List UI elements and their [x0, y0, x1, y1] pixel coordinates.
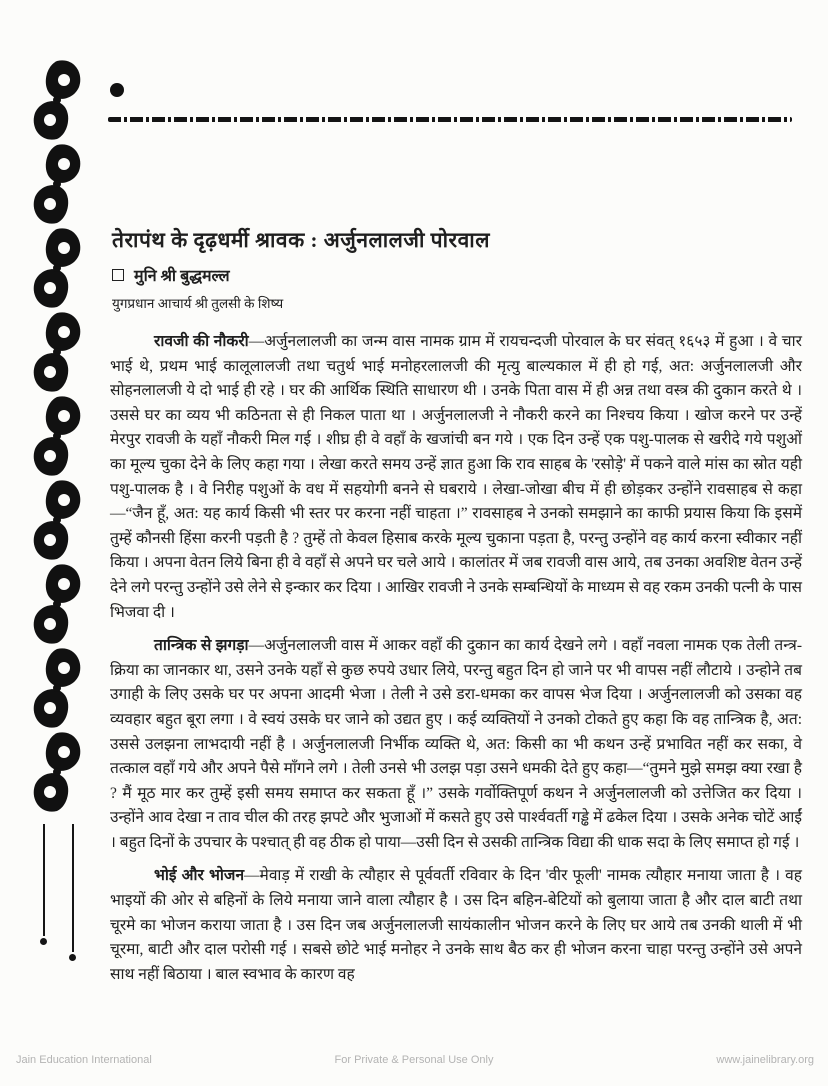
footer-publisher: Jain Education International [16, 1054, 152, 1066]
article-body [110, 330, 802, 996]
author-subtitle: युगप्रधान आचार्य श्री तुलसी के शिष्य [112, 296, 284, 311]
paragraph-text: —अर्जुनलालजी का जन्म वास नामक ग्राम में रायचन्दजी पोरवाल के घर संवत् १६५३ में हुआ । वे चार भाई थे, प्रथम भाई कालूलालजी तथा चतुर्थ भाई मनोहरलालजी की मृत्यु बाल्यकाल में ही हो गई, अत: अर्जुनलालजी और सोहनलालजी ये दो भाई ही रहे । घर की आर्थिक स्थिति साधारण थी । उनके पिता वास में ही अन्न तथा वस्त्र की दुकान करते थे । उससे घर का व्यय भी कठिनता से ही निकल पाता था । अर्जुनलालजी ने नौकरी करने का निश्चय किया । खोज करने पर उन्हें मेरपुर रावजी के यहाँ नौकरी मिल गई । शीघ्र ही वे वहाँ के खजांची बन गये । एक दिन उन्हें एक पशु-पालक से खरीदे गये पशुओं का मूल्य चुका देने के लिए कहा गया । लेखा करते समय उन्हें ज्ञात हुआ कि राव साहब के 'रसोड़े' में पकने वाले मांस का स्रोत यही पशु-पालक है । वे निरीह पशुओं के वध में सहयोगी बनने से घबराये । लेखा-जोखा बीच में ही छोड़कर उन्होंने रावसाहब से कहा—“जैन हूँ, अत: यह कार्य किसी भी स्तर पर करना नहीं चाहता ।” रावसाहब ने उनको समझाने का काफी प्रयास किया कि इसमें तुम्हें कौनसी हिंसा करनी पड़ती है ? तुम्हें तो केवल हिसाब करके मूल्य चुकाना पड़ता है, परन्तु उन्होंने वह कार्य करना स्वीकार नहीं किया । अपना वेतन लिये बिना ही वे वहाँ से अपने घर चले आये । कालांतर में जब रावजी वास आये, तब उनका अवशिष्ट वेतन उन्हें देने लगे परन्तु उन्होंने उसे लेने से इन्कार कर दिया । आखिर रावजी ने उनके सम्बन्धियों के माध्यम से वह रकम उनकी पत्नी के पास भिजवा दी । [110, 333, 802, 621]
pendant-dot [69, 954, 76, 961]
paragraph-lead: भोई और भोजन [154, 867, 245, 885]
decorative-rule [108, 117, 792, 122]
paragraph-lead: रावजी की नौकरी [154, 333, 249, 350]
scan-footer [0, 1050, 828, 1074]
paragraph-text: —मेवाड़ में राखी के त्यौहार से पूर्ववर्ती रविवार के दिन 'वीर फूली' नामक त्यौहार मनाया जाता है । वह भाइयों की ओर से बहिनों के लिये मनाया जाने वाला त्यौहार है । उस दिन बहिन-बेटियों को बुलाया जाता है और दाल बाटी तथा चूरमे का भोजन कराया जाता है । उस दिन जब अर्जुनलालजी सायंकालीन भोजन करने के लिए घर आये तब उनकी थाली में भी चूरमा, बाटी और दाल परोसी गई । सबसे छोटे भाई मनोहर ने उनके साथ बैठ कर ही भोजन करना चाहा परन्तु उन्होंने उसे अपने साथ नहीं बिठाया । बाल स्वभाव के कारण वह [110, 867, 802, 983]
bullet-dot [110, 83, 124, 97]
author-name: मुनि श्री बुद्धमल्ल [134, 268, 230, 285]
paragraph-text: —अर्जुनलालजी वास में आकर वहाँ की दुकान का कार्य देखने लगे । वहाँ नवला नामक एक तेली तन्त्र-क्रिया का जानकार था, उसने उनके यहाँ से कुछ रुपये उधार लिये, परन्तु बहुत दिन हो जाने पर भी वापस नहीं लौटाये । उन्होने तब उगाही के लिए उसके घर पर अपना आदमी भेजा । तेली ने उसे डरा-धमका कर वापस भेज दिया । अर्जुनलालजी को उसका वह व्यवहार बहुत बूरा लगा । वे स्वयं उसके घर जाने को उद्यत हुए । कई व्यक्तियों ने उनको टोकते हुए कहा कि वह तान्त्रिक है, अत: उससे उलझना लाभदायी नहीं है । अर्जुनलालजी निर्भीक व्यक्ति थे, अत: किसी का भी कथन उन्हें प्रभावित नहीं कर सका, वे तत्काल वहाँ गये और अपने पैसे माँगने लगे । तेली उनसे भी उलझ पड़ा उसने धमकी देते हुए कहा—“तुमने मुझे समझ क्या रखा है ? मैं मूठ मार कर तुम्हें इसी समय समाप्त कर सकता हूँ ।” उसके गर्वोक्तिपूर्ण कथन ने अर्जुनलालजी को उत्तेजित कर दिया । उन्होंने आव देखा न ताव चील की तरह झपटे और भुजाओं में कसते हुए उसे पार्श्ववर्ती गड्ढे में ढकेल दिया । उसके अनेक चोटें आईं । बहुत दिनों के उपचार के पश्चात् ही वह ठीक हो पाया—उसी दिन से उसकी तान्त्रिक विद्या की धाक सदा के लिए समाप्त हो गई । [110, 637, 803, 851]
pendant-line [43, 824, 45, 936]
paragraph-lead: तान्त्रिक से झगड़ा [154, 637, 249, 655]
paragraph-ravji-ki-naukri [110, 330, 802, 625]
ornamental-chain-border [28, 58, 86, 823]
footer-usage-note: For Private & Personal Use Only [334, 1054, 494, 1066]
page-title: तेरापंथ के दृढ़धर्मी श्रावक : अर्जुनलालजी पोरवाल [112, 228, 490, 252]
pendant-line [72, 824, 74, 952]
footer-website: www.jainelibrary.org [716, 1054, 814, 1066]
square-bullet-icon [112, 269, 124, 281]
ornamental-chain-icon [28, 58, 86, 818]
paragraph-bhoi-aur-bhojan [110, 864, 802, 987]
paragraph-tantrik-se-jhagda [110, 634, 802, 855]
author-row [112, 264, 712, 286]
pendant-dot [40, 938, 47, 945]
